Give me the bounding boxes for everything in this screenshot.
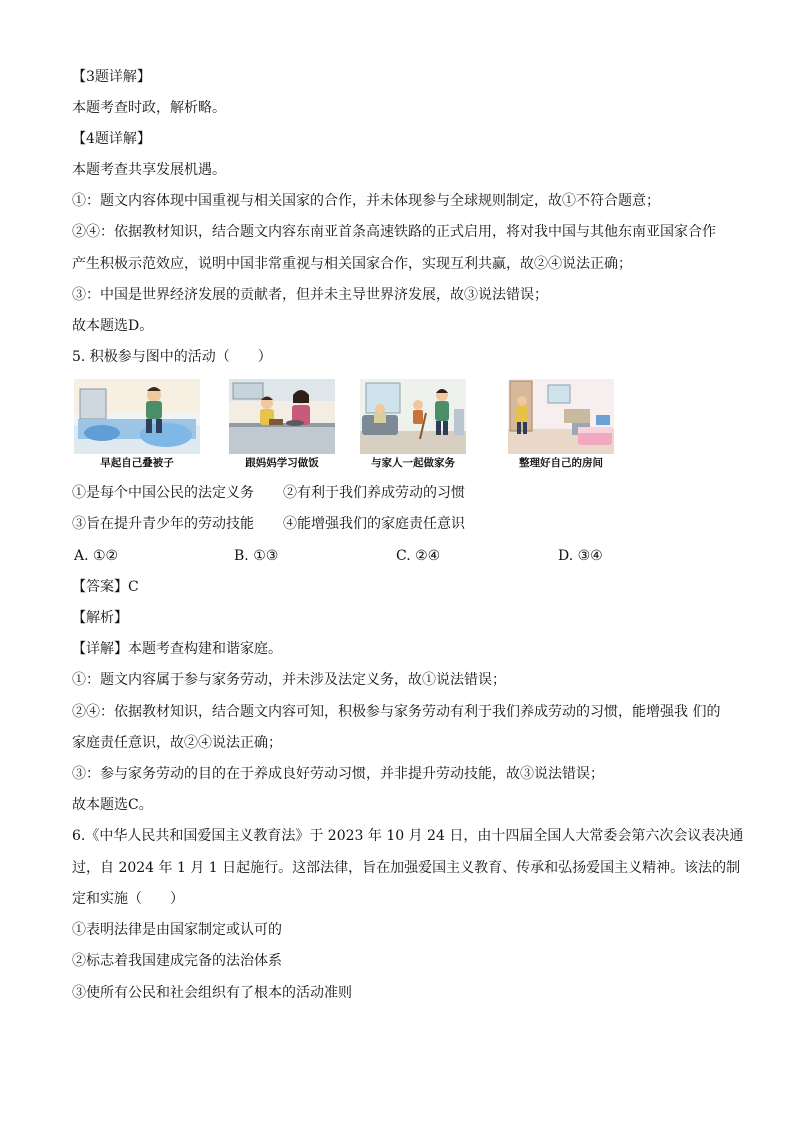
q5-stem: 5. 积极参与图中的活动（ ） (72, 349, 272, 365)
q3-text: 本题考查时政，解析略。 (72, 100, 226, 116)
q6-statement-3: ③使所有公民和社会组织有了根本的活动准则 (72, 985, 352, 1001)
q4-analysis-2b: 产生积极示范效应，说明中国非常重视与相关国家合作，实现互利共赢，故②④说法正确； (72, 256, 632, 272)
q5-option-c: C. ②④ (396, 548, 441, 564)
q4-analysis-3: ③：中国是世界经济发展的贡献者，但并未主导世界济发展，故③说法错误； (72, 287, 548, 303)
illustration-tidying-room (508, 379, 614, 454)
q4-analysis-2a: ②④：依据教材知识，结合题文内容东南亚首条高速铁路的正式启用，将对我中国与其他东南亚国家合作 (72, 224, 716, 240)
q5-statement-1: ①是每个中国公民的法定义务 (72, 485, 254, 501)
q5-option-b: B. ①③ (234, 548, 279, 564)
q6-statement-2: ②标志着我国建成完备的法治体系 (72, 953, 282, 969)
q4-heading: 【4题详解】 (72, 131, 151, 147)
q5-analysis-3: ③：参与家务劳动的目的在于养成良好劳动习惯，并非提升劳动技能，故③说法错误； (72, 766, 604, 782)
illustration-folding-quilt (74, 379, 200, 454)
q5-analysis-2a: ②④：依据教材知识，结合题文内容可知，积极参与家务劳动有利于我们养成劳动的习惯，能增强我 们的 (72, 704, 721, 720)
q5-analysis-label: 【解析】 (72, 610, 128, 626)
q5-option-a: A. ①② (74, 548, 119, 564)
q4-analysis-1: ①：题文内容体现中国重视与相关国家的合作，并未体现参与全球规则制定，故①不符合题意； (72, 193, 660, 209)
q6-stem-line-3: 定和实施（ ） (72, 891, 184, 907)
q5-statement-2: ②有利于我们养成劳动的习惯 (283, 485, 465, 501)
q6-stem-line-1: 6.《中华人民共和国爱国主义教育法》于 2023 年 10 月 24 日，由十四届全国人大常委会第六次会议表决通 (72, 828, 744, 844)
caption-cooking-with-mom: 跟妈妈学习做饭 (245, 457, 319, 469)
illustration-cooking-with-mom (229, 379, 335, 454)
q5-option-d: D. ③④ (558, 548, 603, 564)
q5-analysis-2b: 家庭责任意识，故②④说法正确； (72, 735, 282, 751)
q6-stem-line-2: 过，自 2024 年 1 月 1 日起施行。这部法律，旨在加强爱国主义教育、传承和弘扬爱国主义精神。该法的制 (72, 860, 741, 876)
q5-conclusion: 故本题选C。 (72, 797, 153, 813)
q5-answer: 【答案】C (72, 579, 139, 595)
caption-tidying-room: 整理好自己的房间 (519, 457, 603, 469)
caption-folding-quilt: 早起自己叠被子 (100, 457, 174, 469)
q3-heading: 【3题详解】 (72, 69, 151, 85)
caption-housework-with-family: 与家人一起做家务 (371, 457, 455, 469)
q4-conclusion: 故本题选D。 (72, 318, 154, 334)
illustration-housework-with-family (360, 379, 466, 454)
q5-analysis-1: ①：题文内容属于参与家务劳动，并未涉及法定义务，故①说法错误； (72, 672, 506, 688)
q5-statement-4: ④能增强我们的家庭责任意识 (283, 516, 465, 532)
q5-detail: 【详解】本题考查构建和谐家庭。 (72, 641, 282, 657)
q6-statement-1: ①表明法律是由国家制定或认可的 (72, 922, 282, 938)
q4-intro: 本题考查共享发展机遇。 (72, 162, 226, 178)
q5-statement-3: ③旨在提升青少年的劳动技能 (72, 516, 254, 532)
